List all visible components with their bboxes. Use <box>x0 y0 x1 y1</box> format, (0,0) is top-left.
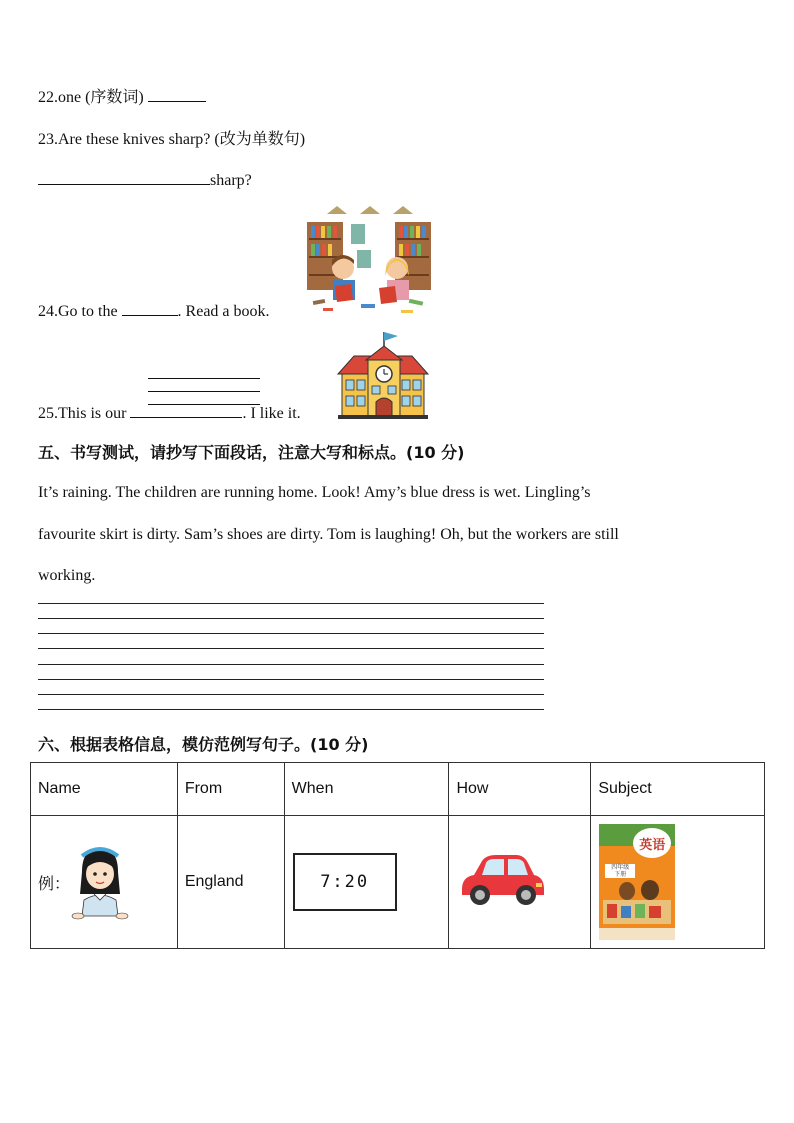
question-23 <box>38 130 305 150</box>
passage-line-2: favourite skirt is dirty. Sam’s shoes are dirty. Tom is laughing! Oh, but the workers are still <box>38 526 619 543</box>
book-volume: 下册 <box>614 871 627 878</box>
example-label: 例： <box>38 873 71 893</box>
writing-line[interactable] <box>38 633 544 634</box>
question-25 <box>38 404 301 424</box>
writing-line[interactable] <box>38 603 544 604</box>
digital-clock: 7:20 <box>293 853 397 911</box>
writing-line[interactable] <box>38 664 544 665</box>
header-from: From <box>177 763 284 816</box>
answer-blank[interactable] <box>122 315 178 316</box>
question-number: 23. <box>38 131 58 148</box>
header-subject: Subject <box>591 763 765 816</box>
answer-blank[interactable] <box>130 417 242 418</box>
book-title: 英语 <box>633 828 671 858</box>
when-cell <box>284 816 449 949</box>
table-header-row <box>31 763 765 816</box>
answer-blank[interactable] <box>148 101 206 102</box>
answer-blank[interactable] <box>38 184 210 185</box>
passage-line-3: working. <box>38 567 96 584</box>
school-building-illustration <box>336 330 430 420</box>
writing-line[interactable] <box>38 618 544 619</box>
header-name: Name <box>31 763 178 816</box>
question-suffix: . Read a book. <box>177 303 270 320</box>
answer-suffix: sharp? <box>210 172 252 189</box>
writing-line[interactable] <box>38 679 544 680</box>
question-prefix: Go to the <box>58 303 118 320</box>
question-text: one (序数词) <box>58 89 144 106</box>
question-24 <box>38 302 270 322</box>
question-number: 25. <box>38 405 58 422</box>
table-example-row <box>31 816 765 949</box>
name-cell <box>31 816 178 949</box>
library-reading-illustration <box>305 200 433 318</box>
question-23-answer-line <box>38 171 252 191</box>
book-grade: 四年级 <box>611 864 630 871</box>
answer-line <box>148 391 260 392</box>
question-text: Are these knives sharp? (改为单数句) <box>58 131 306 148</box>
question-prefix: This is our <box>58 405 127 422</box>
answer-line <box>148 378 260 379</box>
header-when: When <box>284 763 449 816</box>
question-suffix: . I like it. <box>242 405 301 422</box>
section-6-title: 六、根据表格信息，模仿范例写句子。(10 分) <box>38 735 369 754</box>
passage-line-1: It’s raining. The children are running home. Look! Amy’s blue dress is wet. Lingling’s <box>38 484 591 501</box>
section-5-title: 五、书写测试，请抄写下面段话，注意大写和标点。(10 分) <box>38 443 465 462</box>
how-cell <box>449 816 591 949</box>
question-number: 22. <box>38 89 58 106</box>
english-textbook-cover <box>599 824 675 940</box>
info-table <box>30 762 765 949</box>
writing-line[interactable] <box>38 709 544 710</box>
writing-line[interactable] <box>38 694 544 695</box>
question-number: 24. <box>38 303 58 320</box>
subject-cell <box>591 816 765 949</box>
writing-line[interactable] <box>38 648 544 649</box>
header-how: How <box>449 763 591 816</box>
car-icon <box>456 849 548 911</box>
girl-avatar-icon <box>70 842 130 922</box>
question-22 <box>38 88 206 108</box>
from-cell: England <box>177 816 284 949</box>
